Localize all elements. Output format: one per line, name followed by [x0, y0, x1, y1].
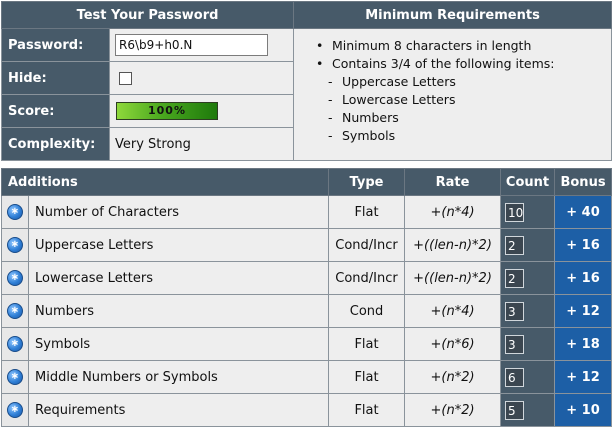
addition-name: Numbers: [29, 295, 329, 328]
table-row: [2, 196, 612, 229]
requirements-list: [316, 37, 607, 145]
addition-type: Flat: [329, 394, 405, 427]
rate-prefix: +: [413, 237, 425, 253]
rate-prefix: +: [430, 402, 442, 418]
rate-prefix: +: [430, 336, 442, 352]
password-input[interactable]: [115, 34, 268, 56]
bonus-value: + 10: [555, 394, 612, 427]
count-value: 5: [505, 401, 524, 420]
rate-prefix: +: [430, 204, 442, 220]
bonus-value: + 12: [555, 295, 612, 328]
rate-formula: ((len-n)*2): [424, 237, 492, 253]
addition-rate: [405, 262, 501, 295]
bonus-value: + 16: [555, 229, 612, 262]
count-value: 2: [505, 269, 524, 288]
count-value: 6: [505, 368, 524, 387]
table-row: [2, 394, 612, 427]
addition-name: Number of Characters: [29, 196, 329, 229]
addition-type: Flat: [329, 361, 405, 394]
addition-name: Requirements: [29, 394, 329, 427]
rate-prefix: +: [430, 303, 442, 319]
rate-formula: (n*6): [441, 336, 475, 352]
rate-formula: (n*4): [441, 303, 475, 319]
table-row: [2, 295, 612, 328]
info-icon[interactable]: ∗: [7, 237, 23, 253]
addition-type: Cond/Incr: [329, 229, 405, 262]
count-header: Count: [501, 169, 555, 196]
hide-label: Hide:: [2, 62, 110, 95]
rate-formula: (n*2): [441, 369, 475, 385]
info-icon[interactable]: ∗: [7, 303, 23, 319]
info-icon[interactable]: ∗: [7, 402, 23, 418]
table-row: [2, 229, 612, 262]
requirement-subitem: - Numbers: [316, 109, 607, 127]
addition-type: Cond: [329, 295, 405, 328]
count-value: 10: [505, 203, 524, 222]
addition-rate: [405, 361, 501, 394]
bonus-value: + 16: [555, 262, 612, 295]
requirement-subitem: - Symbols: [316, 127, 607, 145]
addition-rate: [405, 394, 501, 427]
additions-table: [1, 168, 612, 427]
rate-header: Rate: [405, 169, 501, 196]
rate-formula: ((len-n)*2): [424, 270, 492, 286]
requirement-subitem: - Lowercase Letters: [316, 91, 607, 109]
addition-rate: [405, 229, 501, 262]
complexity-value: Very Strong: [110, 128, 294, 161]
info-icon[interactable]: ∗: [7, 336, 23, 352]
score-percent: 100%: [148, 104, 186, 117]
score-label: Score:: [2, 95, 110, 128]
count-value: 3: [505, 335, 524, 354]
type-header: Type: [329, 169, 405, 196]
requirement-item: • Contains 3/4 of the following items:: [316, 55, 607, 73]
table-row: [2, 328, 612, 361]
addition-rate: [405, 196, 501, 229]
addition-name: Symbols: [29, 328, 329, 361]
hide-checkbox[interactable]: [119, 72, 132, 85]
additions-header: Additions: [2, 169, 329, 196]
table-row: [2, 361, 612, 394]
complexity-label: Complexity:: [2, 128, 110, 161]
bonus-header: Bonus: [555, 169, 612, 196]
requirements-header: Minimum Requirements: [294, 2, 612, 29]
addition-name: Uppercase Letters: [29, 229, 329, 262]
addition-name: Middle Numbers or Symbols: [29, 361, 329, 394]
info-icon[interactable]: ∗: [7, 369, 23, 385]
addition-name: Lowercase Letters: [29, 262, 329, 295]
addition-rate: [405, 295, 501, 328]
requirement-item: • Minimum 8 characters in length: [316, 37, 607, 55]
count-value: 2: [505, 236, 524, 255]
bonus-value: + 40: [555, 196, 612, 229]
table-row: [2, 262, 612, 295]
addition-type: Flat: [329, 196, 405, 229]
rate-prefix: +: [413, 270, 425, 286]
rate-prefix: +: [430, 369, 442, 385]
addition-type: Cond/Incr: [329, 262, 405, 295]
info-icon[interactable]: ∗: [7, 204, 23, 220]
test-header: Test Your Password: [2, 2, 294, 29]
score-bar: [116, 102, 218, 120]
bonus-value: + 12: [555, 361, 612, 394]
count-value: 3: [505, 302, 524, 321]
info-icon[interactable]: ∗: [7, 270, 23, 286]
rate-formula: (n*4): [441, 204, 475, 220]
addition-type: Flat: [329, 328, 405, 361]
password-test-panel: [1, 1, 612, 161]
password-label: Password:: [2, 29, 110, 62]
requirement-subitem: - Uppercase Letters: [316, 73, 607, 91]
bonus-value: + 18: [555, 328, 612, 361]
addition-rate: [405, 328, 501, 361]
requirements-panel: [294, 29, 612, 161]
rate-formula: (n*2): [441, 402, 475, 418]
